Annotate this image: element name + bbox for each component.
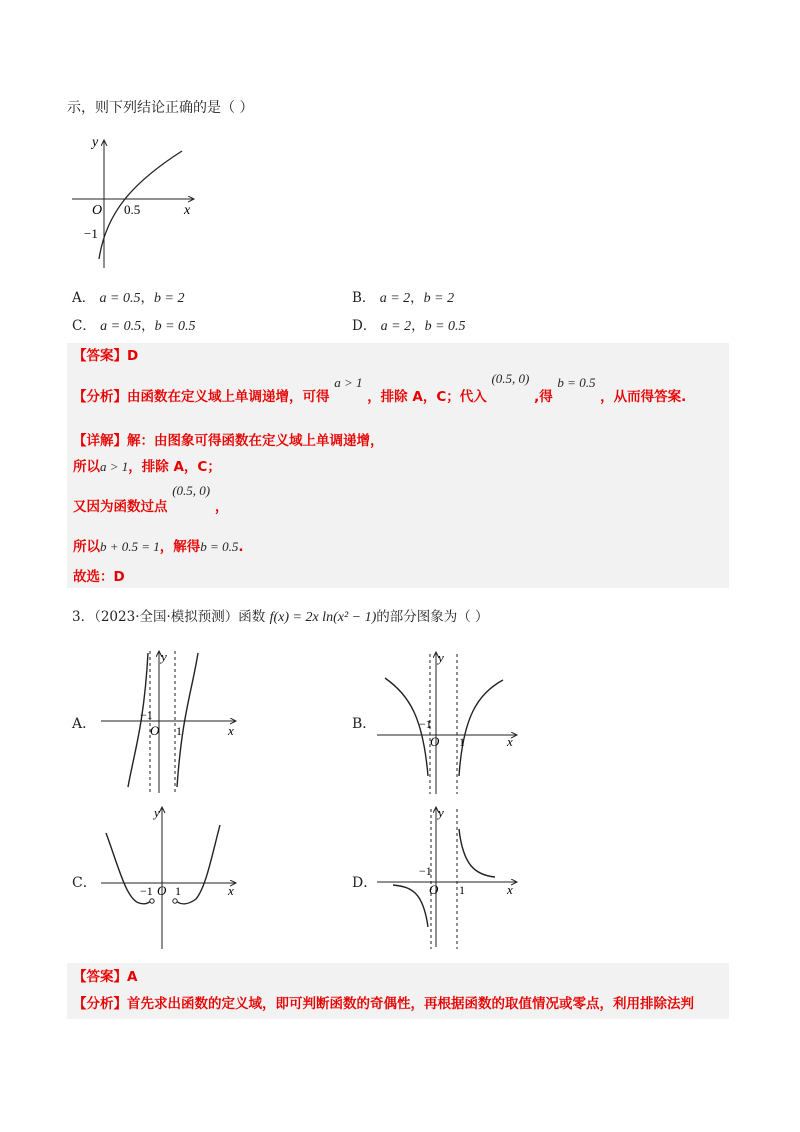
q3-option-d-label[interactable]: D．: [352, 875, 378, 891]
svg-text:x: x: [507, 734, 513, 749]
q2-conclusion: 故选：D: [73, 569, 125, 585]
svg-text:1: 1: [176, 724, 182, 738]
q2-curve: [99, 151, 182, 259]
q2-option-d[interactable]: D． a = 2，b = 0.5: [352, 318, 466, 334]
q3-formula: f(x) = 2x ln(x² − 1): [269, 610, 377, 625]
q3-answer: 【答案】A: [73, 969, 138, 985]
svg-text:x: x: [507, 882, 513, 897]
q3-option-a-label[interactable]: A．: [72, 716, 97, 732]
tick-neg1: −1: [84, 226, 98, 241]
svg-text:y: y: [154, 805, 160, 820]
svg-text:1: 1: [175, 884, 181, 898]
svg-text:x: x: [228, 883, 234, 898]
q3-graph-a[interactable]: [96, 645, 246, 795]
q2-answer: 【答案】D: [73, 348, 139, 364]
q3-graph-b[interactable]: [375, 648, 525, 798]
svg-text:O: O: [429, 882, 439, 897]
svg-text:O: O: [157, 883, 167, 898]
q2-detail-line-2: 所以a > 1，排除 A，C；: [73, 459, 221, 475]
svg-text:−1: −1: [140, 884, 153, 898]
q2-detail-line-4: 所以b + 0.5 = 1，解得b = 0.5.: [73, 539, 244, 555]
svg-text:1: 1: [459, 883, 465, 897]
q3-stem: 3．（2023·全国·模拟预测）函数 f(x) = 2x ln(x² − 1)的部分图象为（ ）: [72, 609, 489, 625]
q2-stem-tail: 示，则下列结论正确的是（ ）: [67, 100, 254, 116]
x-label: x: [184, 203, 191, 218]
q3-graph-c[interactable]: [96, 803, 246, 953]
svg-text:−1: −1: [140, 708, 153, 722]
q2-detail-line-3: 又因为函数过点 (0.5, 0) ，: [73, 483, 229, 515]
tick-0-5: 0.5: [124, 202, 141, 217]
svg-text:x: x: [228, 723, 234, 738]
q2-analysis-line: 【分析】由函数在定义域上单调递增，可得 a > 1 ，排除 A，C；代入 (0.5, 0) ,得 b = 0.5 ，从而得答案.: [73, 371, 687, 405]
svg-text:y: y: [438, 650, 444, 665]
svg-text:y: y: [161, 649, 167, 664]
q3-option-c-label[interactable]: C．: [72, 875, 97, 891]
svg-text:−1: −1: [419, 717, 432, 731]
y-label: y: [92, 135, 99, 150]
q2-graph: [62, 128, 212, 273]
q2-option-a[interactable]: A． a = 0.5，b = 2: [72, 290, 185, 306]
svg-text:y: y: [438, 805, 444, 820]
q2-option-b[interactable]: B． a = 2，b = 2: [352, 290, 455, 306]
q2-answer-box: [67, 343, 729, 588]
q3-graph-d[interactable]: [375, 803, 525, 953]
q3-analysis: 【分析】首先求出函数的定义域，即可判断函数的奇偶性，再根据函数的取值情况或零点，利用排除法判: [73, 996, 694, 1012]
svg-text:1: 1: [459, 735, 465, 749]
q2-detail-line-1: 【详解】解：由图象可得函数在定义域上单调递增，: [73, 433, 384, 449]
q3-option-b-label[interactable]: B．: [352, 716, 377, 732]
origin-label: O: [92, 203, 103, 218]
svg-text:O: O: [150, 723, 160, 738]
svg-text:O: O: [430, 734, 440, 749]
q2-option-c[interactable]: C． a = 0.5，b = 0.5: [72, 318, 196, 334]
q3-answer-box: [67, 963, 729, 1019]
svg-text:−1: −1: [419, 864, 432, 878]
